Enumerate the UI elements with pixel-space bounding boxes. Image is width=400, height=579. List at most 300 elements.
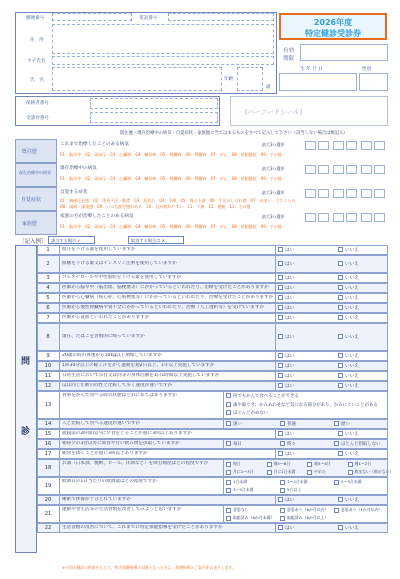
answer-label: はい — [285, 286, 295, 291]
question-number: 16 — [44, 441, 52, 447]
answer-label: はい — [285, 335, 295, 340]
answer-option[interactable] — [348, 461, 372, 467]
answer-option[interactable] — [226, 515, 274, 521]
answer-divider — [275, 381, 276, 391]
answer-label: はい — [285, 306, 295, 311]
answer-option[interactable] — [267, 461, 291, 467]
checkbox[interactable] — [338, 295, 343, 300]
checkbox[interactable] — [278, 497, 283, 502]
side-label-bottom: 診 — [21, 427, 31, 437]
answer-label: 何でもかんで食べることができる — [233, 394, 299, 399]
row-divider — [59, 381, 60, 391]
age-unit: 歳 — [266, 85, 271, 90]
postal-field[interactable] — [52, 13, 132, 21]
history-code-box[interactable] — [361, 141, 372, 150]
answer-label: 取組済み（6か月以上） — [287, 515, 329, 520]
example-check-icon: ✓ — [77, 238, 81, 243]
history-code-box[interactable] — [374, 165, 385, 174]
checkbox[interactable] — [338, 497, 343, 502]
checkbox[interactable] — [280, 488, 285, 493]
current-question: 現在治療中の病気 — [60, 166, 97, 171]
name-field[interactable] — [52, 67, 222, 91]
answer-option[interactable] — [338, 373, 359, 379]
answer-divider — [275, 429, 276, 439]
checkbox[interactable] — [278, 353, 283, 358]
question-number: 1 — [46, 247, 50, 253]
answer-label: 意思なし — [233, 507, 249, 512]
answer-option[interactable] — [280, 441, 296, 447]
checkbox[interactable] — [280, 516, 285, 521]
checkbox[interactable] — [334, 421, 339, 426]
question-text: 20歳の時の体重から10kg以上増加していますか — [62, 353, 162, 358]
history-code-box[interactable] — [374, 189, 385, 198]
history-code-box[interactable] — [361, 213, 372, 222]
checkbox[interactable] — [338, 305, 343, 310]
name-label: 氏 名 — [30, 78, 44, 83]
answer-option[interactable] — [278, 315, 294, 321]
history-code-box[interactable] — [361, 189, 372, 198]
checkbox[interactable] — [278, 334, 283, 339]
answer-label: はい — [285, 374, 295, 379]
history-code-box[interactable] — [374, 213, 385, 222]
question-text: 現在、たばこを習慣的に吸っていますか — [62, 334, 145, 339]
answer-label: はい — [285, 354, 295, 359]
answer-option[interactable] — [278, 431, 294, 437]
row-divider — [59, 303, 60, 313]
checkbox[interactable] — [338, 363, 343, 368]
checkbox[interactable] — [280, 480, 285, 485]
example-wrong-text: 取消する場合は — [131, 238, 161, 243]
answer-option[interactable] — [278, 497, 294, 503]
answer-option[interactable] — [278, 373, 294, 379]
history-code-box[interactable] — [333, 165, 344, 174]
answer-option[interactable] — [334, 507, 382, 513]
history-code-box[interactable] — [361, 165, 372, 174]
history-code-box[interactable] — [305, 141, 316, 150]
answer-option[interactable] — [338, 285, 359, 291]
history-code-box[interactable] — [346, 141, 357, 150]
answer-label: いいえ — [345, 452, 359, 457]
answer-option[interactable] — [226, 479, 247, 485]
answer-label: やめた — [314, 469, 326, 474]
example-correct — [48, 236, 95, 244]
history-code-box[interactable] — [305, 165, 316, 174]
answer-label: はい — [285, 384, 295, 389]
answer-label: 週5〜6日 — [273, 461, 291, 466]
question-number: 11 — [44, 373, 52, 379]
question-text: 睡眠で休養が十分とれていますか — [62, 497, 131, 502]
answer-option[interactable] — [278, 363, 294, 369]
history-code-box[interactable] — [346, 213, 357, 222]
question-number: 22 — [44, 525, 52, 531]
checkbox[interactable] — [226, 393, 231, 398]
checkbox[interactable] — [226, 410, 231, 415]
question-text: 運動や食生活等の生活習慣を改善してみようと思いますか — [62, 507, 182, 512]
answer-option[interactable] — [278, 285, 294, 291]
past-max-note: 最大3つ選択 — [262, 142, 285, 147]
answer-option[interactable] — [278, 353, 294, 359]
checkbox[interactable] — [278, 363, 283, 368]
answer-option[interactable] — [348, 469, 394, 475]
question-text: 血糖を下げる薬又はインスリン注射を使用していますか — [62, 261, 177, 266]
row-divider — [59, 523, 60, 533]
question-text: 日常生活において歩行又は同等の身体活動を1日1時間以上実施していますか — [62, 373, 220, 378]
question-text: 生活習慣の改善について、これまでに特定保健指導を受けたことがありますか — [62, 525, 223, 530]
checkbox[interactable] — [267, 470, 272, 475]
question-number: 18 — [44, 465, 52, 471]
question-number: 12 — [44, 383, 52, 389]
answer-option[interactable] — [226, 441, 242, 447]
history-code-box[interactable] — [318, 165, 329, 174]
row-divider — [59, 495, 60, 505]
answer-label: いいえ — [345, 384, 359, 389]
checkbox[interactable] — [226, 488, 231, 493]
checkbox[interactable] — [338, 261, 343, 266]
question-text: ほぼ同じ年齢の同性と比較して歩く速度が速いですか — [62, 383, 173, 388]
answer-option[interactable] — [338, 353, 359, 359]
answer-option[interactable] — [307, 469, 326, 475]
question-number: 2 — [46, 261, 50, 267]
answer-option[interactable] — [226, 487, 254, 493]
past-options: 01：脳卒中 02：高血圧 03：心臓病 04：糖尿病 05：腎臓病 06：腎臓病 07：がん 08：骨粗鬆症 09：その他 — [60, 152, 282, 157]
answer-divider — [275, 495, 276, 505]
question-text: 食事をかんで食べる時の状態はどれにあてはまりますか — [62, 393, 177, 398]
checkbox[interactable] — [338, 451, 343, 456]
checkbox[interactable] — [278, 383, 283, 388]
answer-divider — [275, 255, 276, 273]
answer-divider — [275, 371, 276, 381]
row-divider — [59, 419, 60, 429]
validity-field — [300, 44, 388, 61]
checkbox[interactable] — [338, 334, 343, 339]
question-number: 14 — [44, 421, 52, 427]
checkbox[interactable] — [278, 305, 283, 310]
answer-label: 3〜5合未満 — [233, 487, 254, 492]
answer-label: いいえ — [345, 316, 359, 321]
kana-field[interactable] — [52, 56, 274, 65]
answer-option[interactable] — [338, 305, 359, 311]
history-code-box[interactable] — [333, 141, 344, 150]
current-options: 01：脳卒中 02：高血圧 03：心臓病 04：糖尿病 05：腎臓病 06：腎臓病 07：がん 08：骨粗鬆症 09：その他 — [60, 176, 282, 181]
answer-option[interactable] — [307, 461, 331, 467]
history-code-box[interactable] — [318, 189, 329, 198]
answer-label: 速い — [233, 422, 242, 427]
answer-option[interactable] — [280, 515, 328, 521]
answer-label: 意思あり（6か月以内） — [287, 507, 329, 512]
checkbox[interactable] — [267, 462, 272, 467]
history-code-box[interactable] — [333, 189, 344, 198]
answer-label: いいえ — [345, 296, 359, 301]
answer-option[interactable] — [278, 261, 294, 267]
symptoms-options-1: 01：胸部圧迫感 02：休息不足・動悸 03：息切れ 04：不眠 05：胃の不調 06：手足のしびれ感 07：めまい・立ちくらみ — [60, 198, 296, 203]
answer-divider — [223, 419, 224, 429]
row-divider — [59, 313, 60, 323]
history-code-box[interactable] — [318, 141, 329, 150]
checkbox[interactable] — [338, 525, 343, 530]
answer-divider — [275, 323, 276, 351]
answer-label: 毎日 — [233, 442, 242, 447]
answer-option[interactable] — [278, 334, 294, 340]
current-label: 現在治療中の病気 — [19, 170, 51, 175]
answer-option[interactable] — [338, 295, 359, 301]
insurer-field — [90, 98, 218, 109]
checkbox[interactable] — [280, 421, 285, 426]
answer-label: 1〜2合未満 — [287, 479, 308, 484]
answer-option[interactable] — [226, 469, 254, 475]
answer-label: 意思あり（1か月以内） — [341, 507, 383, 512]
family-question: 家族の方が治療したことのある病気 — [60, 214, 134, 219]
history-code-box[interactable] — [374, 141, 385, 150]
answer-label: いいえ — [345, 276, 359, 281]
answer-option[interactable] — [334, 421, 350, 427]
title-year: 2026年度 — [313, 18, 353, 27]
answer-divider — [275, 361, 276, 371]
example-label: ［記入例］ — [19, 239, 47, 245]
answer-option[interactable] — [278, 451, 294, 457]
row-divider — [59, 245, 60, 255]
checkbox[interactable] — [338, 373, 343, 378]
side-label-top: 問 — [21, 357, 31, 367]
question-text: 医師から貧血といわれたことがありますか — [62, 315, 150, 320]
age-label: 年齢 — [224, 77, 234, 82]
checkbox[interactable] — [278, 295, 283, 300]
answer-label: はい — [285, 262, 295, 267]
answer-label: はい — [285, 526, 295, 531]
question-text: 医師から心臓病（狭心症、心筋梗塞等）にかかっているといわれたり、治療を受けたことがありますか — [62, 295, 274, 300]
sex-field — [359, 73, 388, 91]
answer-option[interactable] — [226, 402, 378, 408]
checkbox[interactable] — [338, 353, 343, 358]
answer-option[interactable] — [338, 451, 359, 457]
symptoms-max-note: 最大3つ選択 — [262, 190, 285, 195]
answer-option[interactable] — [226, 410, 268, 416]
question-number: 9 — [46, 353, 50, 359]
checkbox[interactable] — [226, 462, 231, 467]
answer-divider — [223, 391, 224, 419]
checkbox[interactable] — [338, 431, 343, 436]
question-number: 10 — [44, 363, 52, 369]
question-text: コレステロールや中性脂肪を下げる薬を使用していますか — [62, 275, 182, 280]
age-field[interactable] — [237, 67, 263, 91]
barcode-label: [バーコードシール] — [245, 108, 302, 116]
checkbox[interactable] — [226, 480, 231, 485]
symptoms-options-2: 08：頭痛・頭重感 09：いつも疲労感がある 10：目が疲れやすい 11：下痢 12：便秘 13：その他 — [60, 204, 251, 209]
checkbox[interactable] — [307, 462, 312, 467]
answer-divider — [223, 439, 224, 449]
question-number: 3 — [46, 275, 50, 281]
answer-option[interactable] — [280, 507, 328, 513]
history-code-box[interactable] — [305, 213, 316, 222]
checkbox[interactable] — [338, 383, 343, 388]
answer-label: いいえ — [345, 286, 359, 291]
answer-option[interactable] — [338, 525, 359, 531]
checkbox[interactable] — [334, 441, 339, 446]
answer-option[interactable] — [278, 383, 294, 389]
history-instruction: 既往歴・現在治療中の病気・自覚症状・家族歴に当てはまるものをすべて記入して下さい（該当しない場合は無記入） — [120, 131, 348, 136]
dob-field — [279, 73, 357, 91]
checkbox[interactable] — [338, 247, 343, 252]
answer-label: はい — [285, 276, 295, 281]
answer-option[interactable] — [280, 421, 296, 427]
checkbox[interactable] — [278, 275, 283, 280]
example-wrong — [128, 236, 184, 244]
question-text: 朝昼夕の3食以外に間食や甘い飲み物を摂取していますか — [62, 441, 180, 446]
answer-divider — [275, 245, 276, 255]
history-code-box[interactable] — [305, 189, 316, 198]
answer-divider — [223, 505, 224, 523]
answer-option[interactable] — [338, 261, 359, 267]
checkbox[interactable] — [226, 470, 231, 475]
question-number: 20 — [44, 497, 52, 503]
checkbox[interactable] — [280, 441, 285, 446]
checkbox[interactable] — [334, 508, 339, 513]
answer-option[interactable] — [226, 507, 249, 513]
checkbox[interactable] — [226, 441, 231, 446]
answer-label: 時々 — [287, 442, 296, 447]
answer-label: はい — [285, 452, 295, 457]
row-divider — [59, 449, 60, 459]
question-text: 1回30分以上の軽く汗をかく運動を週2日以上、1年以上実施していますか — [62, 363, 215, 368]
answer-label: はい — [285, 432, 295, 437]
answer-label: 毎日 — [233, 461, 241, 466]
address-field[interactable] — [52, 24, 274, 54]
checkbox[interactable] — [278, 285, 283, 290]
question-text: 飲酒日の1日当たりの飲酒量はどの程度ですか — [62, 479, 157, 484]
symptoms-label: 自覚症状 — [21, 197, 42, 203]
phone-field[interactable] — [168, 13, 274, 21]
answer-option[interactable] — [278, 525, 294, 531]
answer-label: いいえ — [345, 364, 359, 369]
answer-label: 飲まない（飲めない） — [354, 469, 394, 474]
kana-label: カナ氏名 — [27, 59, 46, 64]
answer-label: 取組済み（6か月未満） — [233, 515, 275, 520]
row-divider — [59, 255, 60, 273]
row-divider — [59, 361, 60, 371]
checkbox[interactable] — [226, 508, 231, 513]
answer-option[interactable] — [278, 305, 294, 311]
row-divider — [59, 323, 60, 351]
history-code-box[interactable] — [318, 213, 329, 222]
past-label: 既往歴 — [22, 149, 38, 155]
answer-option[interactable] — [338, 363, 359, 369]
answer-option[interactable] — [278, 295, 294, 301]
question-number: 15 — [44, 431, 52, 437]
checkbox[interactable] — [278, 247, 283, 252]
answer-option[interactable] — [334, 479, 362, 485]
footer-note: ※今回の健診の結果をもとに、特定保健指導の対象となった方に、保健指導のご案内をお送りします。 — [62, 565, 236, 570]
answer-option[interactable] — [267, 469, 296, 475]
answer-label: いいえ — [345, 374, 359, 379]
answer-option[interactable] — [338, 315, 359, 321]
question-number: 19 — [44, 483, 52, 489]
family-max-note: 最大3つ選択 — [262, 214, 285, 219]
answer-option[interactable] — [334, 441, 381, 447]
answer-option[interactable] — [226, 393, 299, 399]
answer-label: 月に1〜3日 — [233, 469, 254, 474]
checkbox[interactable] — [280, 508, 285, 513]
answer-label: いいえ — [345, 248, 359, 253]
checkbox[interactable] — [334, 480, 339, 485]
answer-label: 遅い — [341, 422, 350, 427]
current-max-note: 最大3つ選択 — [262, 166, 285, 171]
answer-label: ほとんど摂取しない — [341, 442, 381, 447]
answer-label: いいえ — [345, 498, 359, 503]
title-box — [279, 13, 387, 40]
checkbox[interactable] — [226, 421, 231, 426]
answer-option[interactable] — [226, 461, 241, 467]
answer-divider — [223, 459, 224, 477]
question-text: 医師から脳卒中（脳出血、脳梗塞等）にかかっているといわれたり、治療を受けたことがありますか — [62, 285, 269, 290]
question-number: 4 — [46, 285, 50, 291]
checkbox[interactable] — [278, 525, 283, 530]
answer-label: 1合未満 — [233, 479, 248, 484]
insurer-label: 保険者番号 — [26, 101, 49, 106]
answer-option[interactable] — [338, 497, 359, 503]
symptoms-question: 自覚する症状 — [60, 190, 88, 195]
answer-label: いいえ — [345, 354, 359, 359]
history-code-box[interactable] — [346, 165, 357, 174]
checkbox[interactable] — [278, 431, 283, 436]
family-options: 01：脳卒中 02：高血圧 03：心臓病 04：糖尿病 05：腎臓病 06：腎臓病 07：がん 08：骨粗鬆症 09：その他 — [60, 224, 282, 229]
row-divider — [59, 371, 60, 381]
answer-option[interactable] — [278, 275, 294, 281]
answer-label: 普通 — [287, 422, 296, 427]
answer-option[interactable] — [338, 431, 359, 437]
answer-option[interactable] — [338, 247, 359, 253]
answer-option[interactable] — [338, 334, 359, 340]
answer-option[interactable] — [226, 421, 242, 427]
checkbox[interactable] — [278, 373, 283, 378]
row-divider — [59, 505, 60, 523]
checkbox[interactable] — [278, 315, 283, 320]
checkbox[interactable] — [278, 261, 283, 266]
checkbox[interactable] — [226, 516, 231, 521]
answer-label: はい — [285, 316, 295, 321]
dob-label: 生 年 月 日 — [300, 67, 323, 72]
answer-label: 月に1日未満 — [273, 469, 296, 474]
answer-label: いいえ — [345, 306, 359, 311]
checkbox[interactable] — [338, 285, 343, 290]
deadline-label: 期限 — [283, 56, 295, 62]
question-text: お酒（日本酒、焼酎、ビール、洋酒など）を飲む頻度はどの程度ですか — [62, 461, 209, 466]
postal-label: 郵便番号 — [26, 16, 45, 21]
answer-option[interactable] — [278, 247, 294, 253]
answer-label: はい — [285, 296, 295, 301]
checkbox[interactable] — [338, 275, 343, 280]
answer-label: いいえ — [345, 432, 359, 437]
answer-option[interactable] — [280, 487, 301, 493]
checkbox[interactable] — [278, 451, 283, 456]
checkbox[interactable] — [226, 402, 231, 407]
answer-option[interactable] — [280, 479, 308, 485]
question-number: 21 — [44, 511, 52, 517]
row-divider — [59, 429, 60, 439]
answer-label: 5合以上 — [287, 487, 302, 492]
questionnaire-side — [15, 245, 37, 553]
history-code-box[interactable] — [346, 189, 357, 198]
checkbox[interactable] — [348, 462, 353, 467]
answer-option[interactable] — [338, 383, 359, 389]
history-code-box[interactable] — [333, 213, 344, 222]
checkbox[interactable] — [338, 315, 343, 320]
checkbox[interactable] — [348, 470, 353, 475]
checkbox[interactable] — [307, 470, 312, 475]
question-text: 朝食を抜くことが週に3回以上ありますか — [62, 451, 148, 456]
answer-option[interactable] — [338, 275, 359, 281]
answer-divider — [275, 351, 276, 361]
answer-divider — [275, 303, 276, 313]
answer-label: 週1〜2日 — [354, 461, 372, 466]
